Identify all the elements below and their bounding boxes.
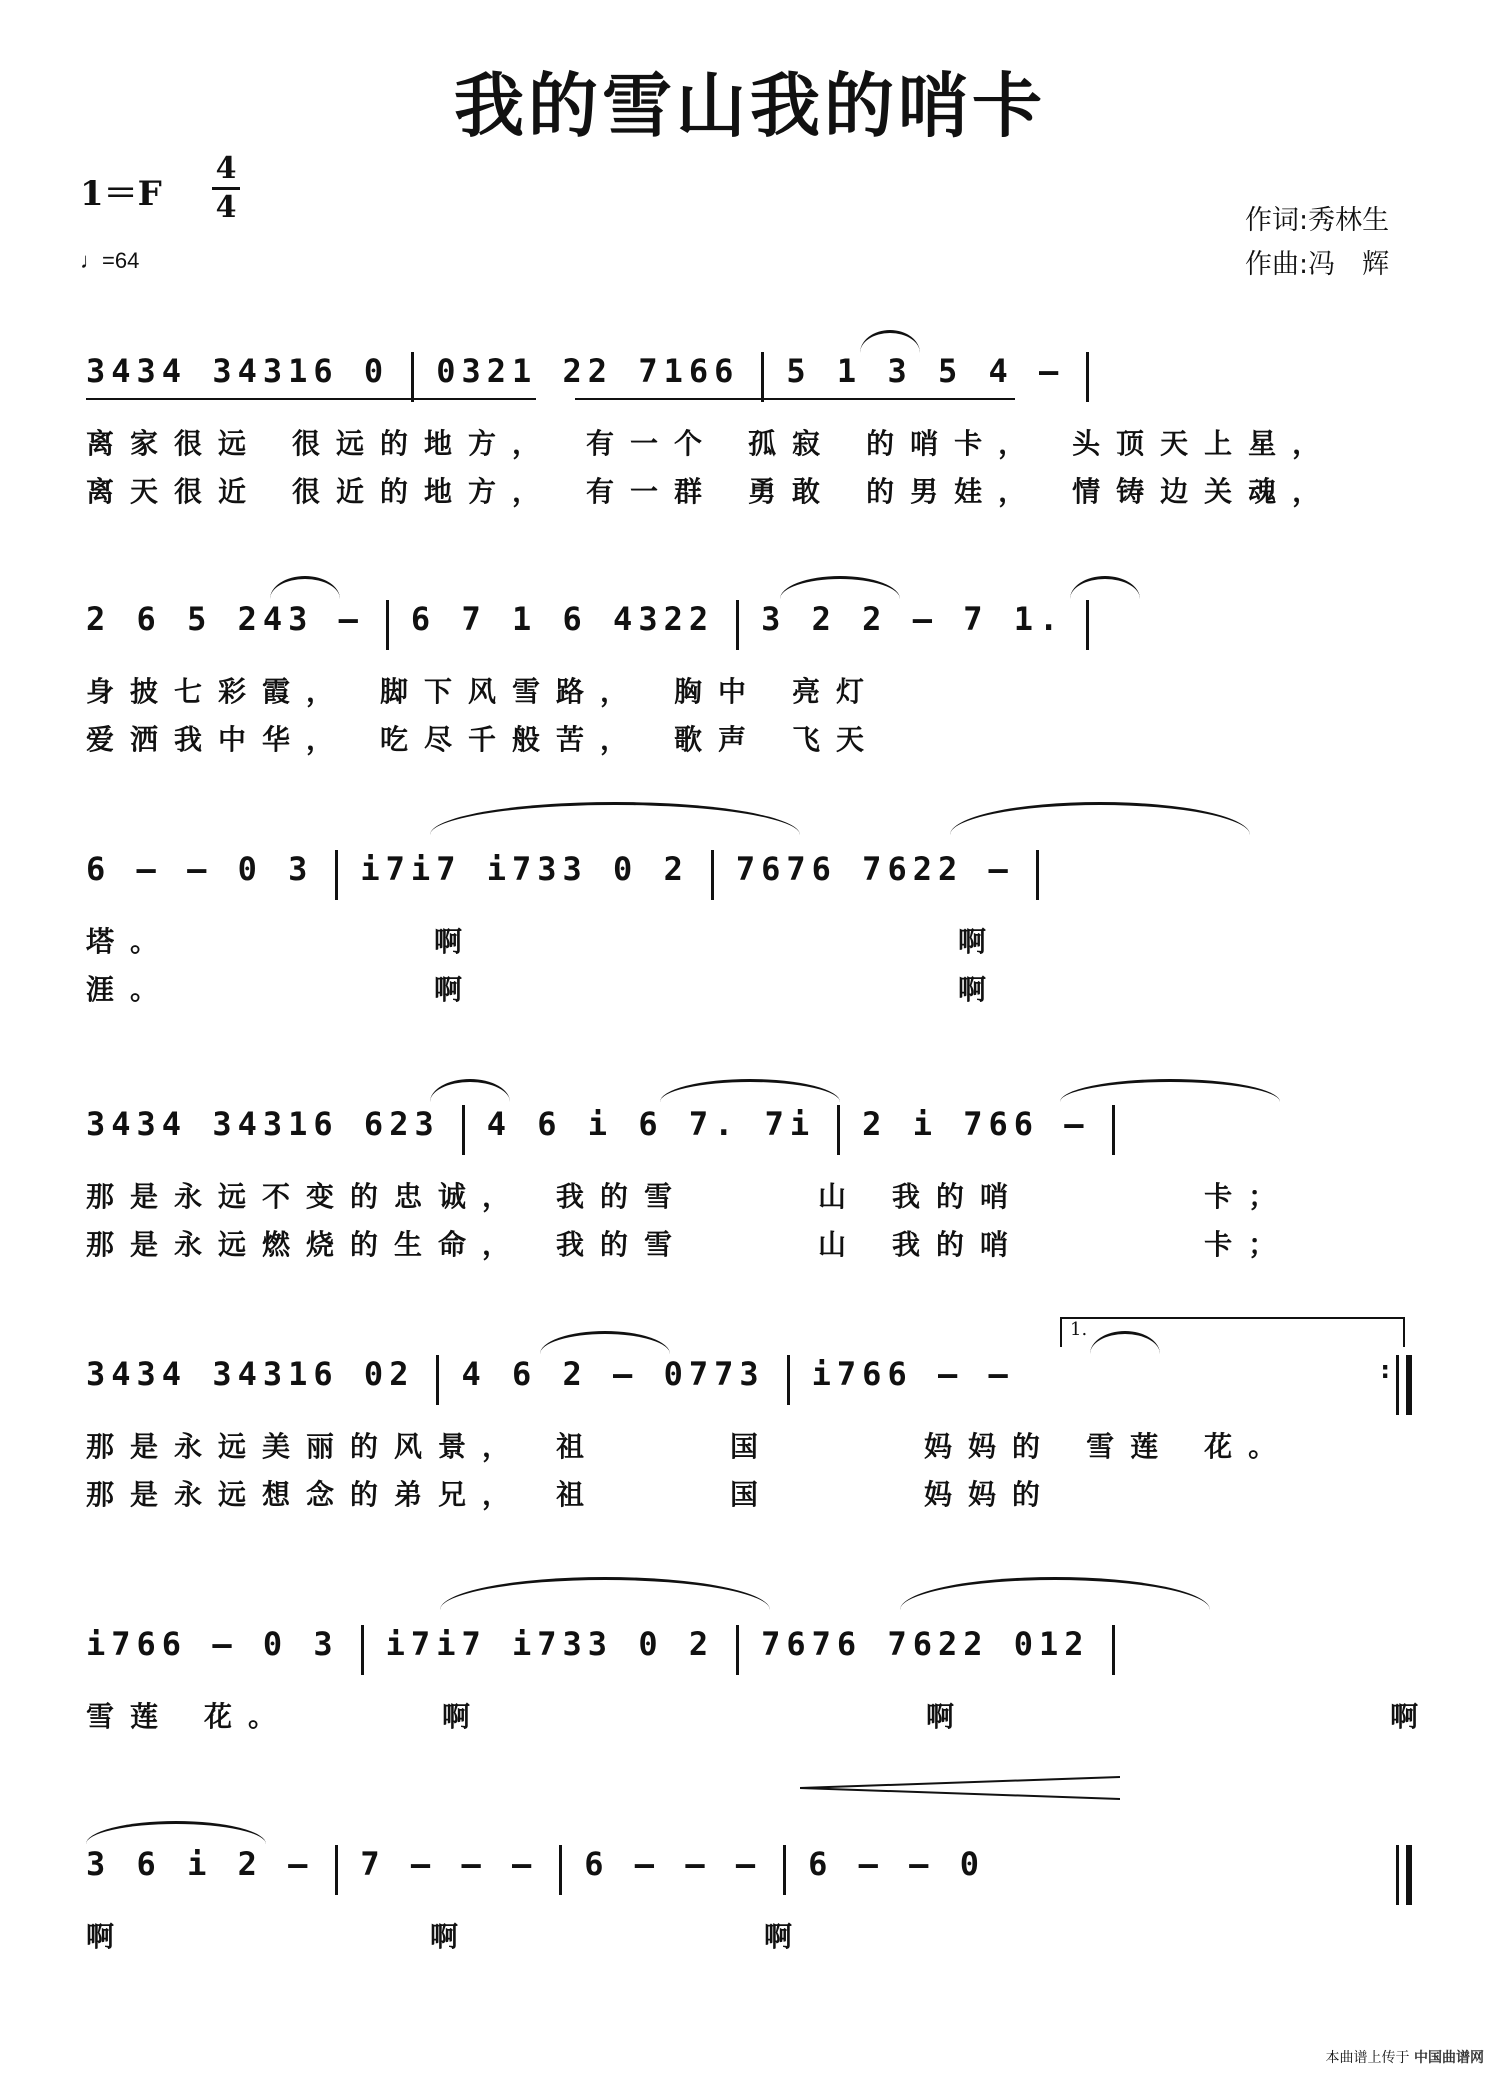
lyric-word: 亮灯 bbox=[792, 675, 881, 708]
lyric-word: 我的雪 bbox=[556, 1180, 689, 1213]
lyric-word: 的男娃， bbox=[866, 475, 1043, 508]
lyric-word: 啊 bbox=[764, 1920, 809, 1953]
footer-text: 本曲谱上传于 bbox=[1325, 2050, 1410, 2066]
measure: 3434 34316 0 bbox=[86, 352, 390, 390]
measure: 4 6 2 – 0773 bbox=[461, 1355, 765, 1393]
lyric-word: 啊 bbox=[86, 1920, 131, 1953]
barline bbox=[736, 1625, 739, 1675]
lyric-word: 歌声 bbox=[674, 723, 763, 756]
measure: 0321 22 7166 bbox=[436, 352, 740, 390]
barline bbox=[559, 1845, 562, 1895]
repeat-dots: : bbox=[1380, 1356, 1390, 1384]
notation-line bbox=[86, 1845, 1406, 1895]
lyric-word: 吃尽千般苦， bbox=[380, 723, 645, 756]
lyric-word: 花。 bbox=[1204, 1430, 1293, 1463]
lyric-word: 很远的地方， bbox=[292, 427, 557, 460]
barline bbox=[787, 1355, 790, 1405]
barline bbox=[436, 1355, 439, 1405]
lyric-line-1 bbox=[86, 670, 1406, 710]
barline bbox=[783, 1845, 786, 1895]
measure: 7676 7622 – bbox=[735, 850, 1014, 888]
lyric-line-2 bbox=[86, 718, 1406, 758]
lyric-word: 爱洒我中华， bbox=[86, 723, 351, 756]
lyricist-credit: 作词:秀林生 bbox=[1245, 205, 1390, 236]
composer-credit: 作曲:冯 辉 bbox=[1245, 249, 1390, 280]
lyric-word: 妈妈的 bbox=[924, 1430, 1057, 1463]
lyric-line-2 bbox=[86, 1473, 1406, 1513]
lyric-word: 国 bbox=[730, 1478, 775, 1511]
lyric-line-2 bbox=[86, 1223, 1406, 1263]
measure: 2 i 766 – bbox=[862, 1105, 1090, 1143]
lyric-line-1 bbox=[86, 1425, 1406, 1465]
lyric-word: 啊 bbox=[958, 973, 1003, 1006]
lyric-word: 卡； bbox=[1204, 1228, 1293, 1261]
lyric-word: 那是永远想念的弟兄， bbox=[86, 1478, 527, 1511]
score-system-1 bbox=[0, 352, 1500, 602]
lyric-line-2 bbox=[86, 968, 1406, 1008]
barline bbox=[462, 1105, 465, 1155]
time-signature-top: 4 bbox=[215, 151, 237, 186]
lyric-word: 离家很远 bbox=[86, 427, 263, 460]
first-ending-bracket: 1. bbox=[1060, 1317, 1405, 1347]
lyric-word: 祖 bbox=[556, 1478, 601, 1511]
lyric-word: 勇敢 bbox=[748, 475, 837, 508]
lyric-word: 我的哨 bbox=[892, 1228, 1025, 1261]
measure: 3434 34316 623 bbox=[86, 1105, 440, 1143]
lyric-word: 啊 bbox=[430, 1920, 475, 1953]
barline bbox=[335, 1845, 338, 1895]
lyric-line-1 bbox=[86, 1915, 1406, 1955]
lyric-word: 啊 bbox=[434, 973, 479, 1006]
lyric-word: 卡； bbox=[1204, 1180, 1293, 1213]
measure: 3434 34316 02 bbox=[86, 1355, 415, 1393]
lyric-word: 的哨卡， bbox=[866, 427, 1043, 460]
lyric-word: 啊 bbox=[958, 925, 1003, 958]
key-signature: 1＝F bbox=[80, 174, 162, 214]
lyric-word: 山 bbox=[818, 1228, 863, 1261]
barline bbox=[761, 352, 764, 402]
measure: 5 1 3 5 4 – bbox=[786, 352, 1065, 390]
score-system-3 bbox=[0, 850, 1500, 1100]
notation-line bbox=[86, 1355, 1406, 1405]
final-barline bbox=[1396, 1845, 1412, 1905]
lyric-line-1 bbox=[86, 422, 1406, 462]
repeat-barline bbox=[1396, 1355, 1412, 1415]
lyric-word: 啊 bbox=[442, 1700, 487, 1733]
lyric-line-2 bbox=[86, 470, 1406, 510]
lyric-word: 啊 bbox=[1390, 1700, 1435, 1733]
notation-line bbox=[86, 600, 1406, 650]
score-system-7 bbox=[0, 1845, 1500, 2095]
measure: 6 7 1 6 4322 bbox=[410, 600, 715, 638]
measure: 3 2 2 – 7 1. bbox=[761, 600, 1065, 638]
score-system-5 bbox=[0, 1319, 1500, 1605]
notation-line bbox=[86, 1105, 1406, 1155]
lyric-word: 那是永远燃烧的生命， bbox=[86, 1228, 527, 1261]
barline bbox=[411, 352, 414, 402]
measure: i766 – 0 3 bbox=[86, 1625, 339, 1663]
source-watermark bbox=[1326, 2047, 1484, 2067]
lyric-word: 山 bbox=[818, 1180, 863, 1213]
lyric-word: 离天很近 bbox=[86, 475, 263, 508]
lyric-word: 头顶天上星， bbox=[1072, 427, 1337, 460]
lyric-word: 那是永远不变的忠诚， bbox=[86, 1180, 527, 1213]
measure: 7676 7622 012 bbox=[761, 1625, 1090, 1663]
lyric-word: 有一群 bbox=[586, 475, 719, 508]
notation-line bbox=[86, 1625, 1406, 1675]
lyric-line-1 bbox=[86, 1695, 1435, 1735]
lyric-word: 那是永远美丽的风景， bbox=[86, 1430, 527, 1463]
lyric-word: 啊 bbox=[434, 925, 479, 958]
beam-underline bbox=[86, 398, 536, 400]
lyric-word: 我的雪 bbox=[556, 1228, 689, 1261]
measure: 4 6 i 6 7. 7i bbox=[486, 1105, 816, 1143]
lyric-word: 情铸边关魂， bbox=[1072, 475, 1337, 508]
lyric-word: 花。 bbox=[204, 1700, 293, 1733]
barline bbox=[736, 600, 739, 650]
barline bbox=[1036, 850, 1039, 900]
lyric-word: 妈妈的 bbox=[924, 1478, 1057, 1511]
lyric-word: 飞天 bbox=[792, 723, 881, 756]
measure: 6 – – – bbox=[584, 1845, 762, 1883]
lyric-word: 身披七彩霞， bbox=[86, 675, 351, 708]
measure: 7 – – – bbox=[360, 1845, 538, 1883]
measure: 2 6 5 243 – bbox=[86, 600, 364, 638]
barline bbox=[386, 600, 389, 650]
barline bbox=[335, 850, 338, 900]
measure: i7i7 i733 0 2 bbox=[360, 850, 689, 888]
lyric-word: 胸中 bbox=[674, 675, 763, 708]
notation-line bbox=[86, 850, 1406, 900]
measure: 6 – – 0 bbox=[808, 1845, 985, 1883]
barline bbox=[1112, 1105, 1115, 1155]
notation-line bbox=[86, 352, 1406, 402]
measure: 6 – – 0 3 bbox=[86, 850, 314, 888]
beam-underline bbox=[575, 398, 1015, 400]
barline bbox=[361, 1625, 364, 1675]
lyric-word: 祖 bbox=[556, 1430, 601, 1463]
measure: 3 6 i 2 – bbox=[86, 1845, 314, 1883]
barline bbox=[1086, 352, 1089, 402]
lyric-word: 有一个 bbox=[586, 427, 719, 460]
measure: i766 – – bbox=[811, 1355, 1014, 1393]
lyric-word: 啊 bbox=[926, 1700, 971, 1733]
time-signature-bottom: 4 bbox=[215, 190, 237, 225]
lyric-word: 雪莲 bbox=[1086, 1430, 1175, 1463]
time-signature bbox=[212, 152, 240, 225]
crescendo-hairpin bbox=[800, 1775, 1120, 1801]
lyric-word: 很近的地方， bbox=[292, 475, 557, 508]
measure: i7i7 i733 0 2 bbox=[385, 1625, 715, 1663]
lyric-word: 国 bbox=[730, 1430, 775, 1463]
footer-brand: 中国曲谱网 bbox=[1414, 2050, 1484, 2066]
song-title: 我的雪山我的哨卡 bbox=[454, 65, 1046, 147]
barline bbox=[837, 1105, 840, 1155]
lyric-word: 塔。 bbox=[86, 925, 175, 958]
lyric-word: 我的哨 bbox=[892, 1180, 1025, 1213]
lyric-line-1 bbox=[86, 1175, 1406, 1215]
lyric-word: 脚下风雪路， bbox=[380, 675, 645, 708]
slur bbox=[860, 330, 920, 353]
barline bbox=[1086, 600, 1089, 650]
barline bbox=[711, 850, 714, 900]
lyric-word: 雪莲 bbox=[86, 1700, 175, 1733]
barline bbox=[1112, 1625, 1115, 1675]
lyric-line-1 bbox=[86, 920, 1406, 960]
tempo-marking: ♩=64 bbox=[80, 248, 140, 273]
lyric-word: 孤寂 bbox=[748, 427, 837, 460]
lyric-word: 涯。 bbox=[86, 973, 175, 1006]
